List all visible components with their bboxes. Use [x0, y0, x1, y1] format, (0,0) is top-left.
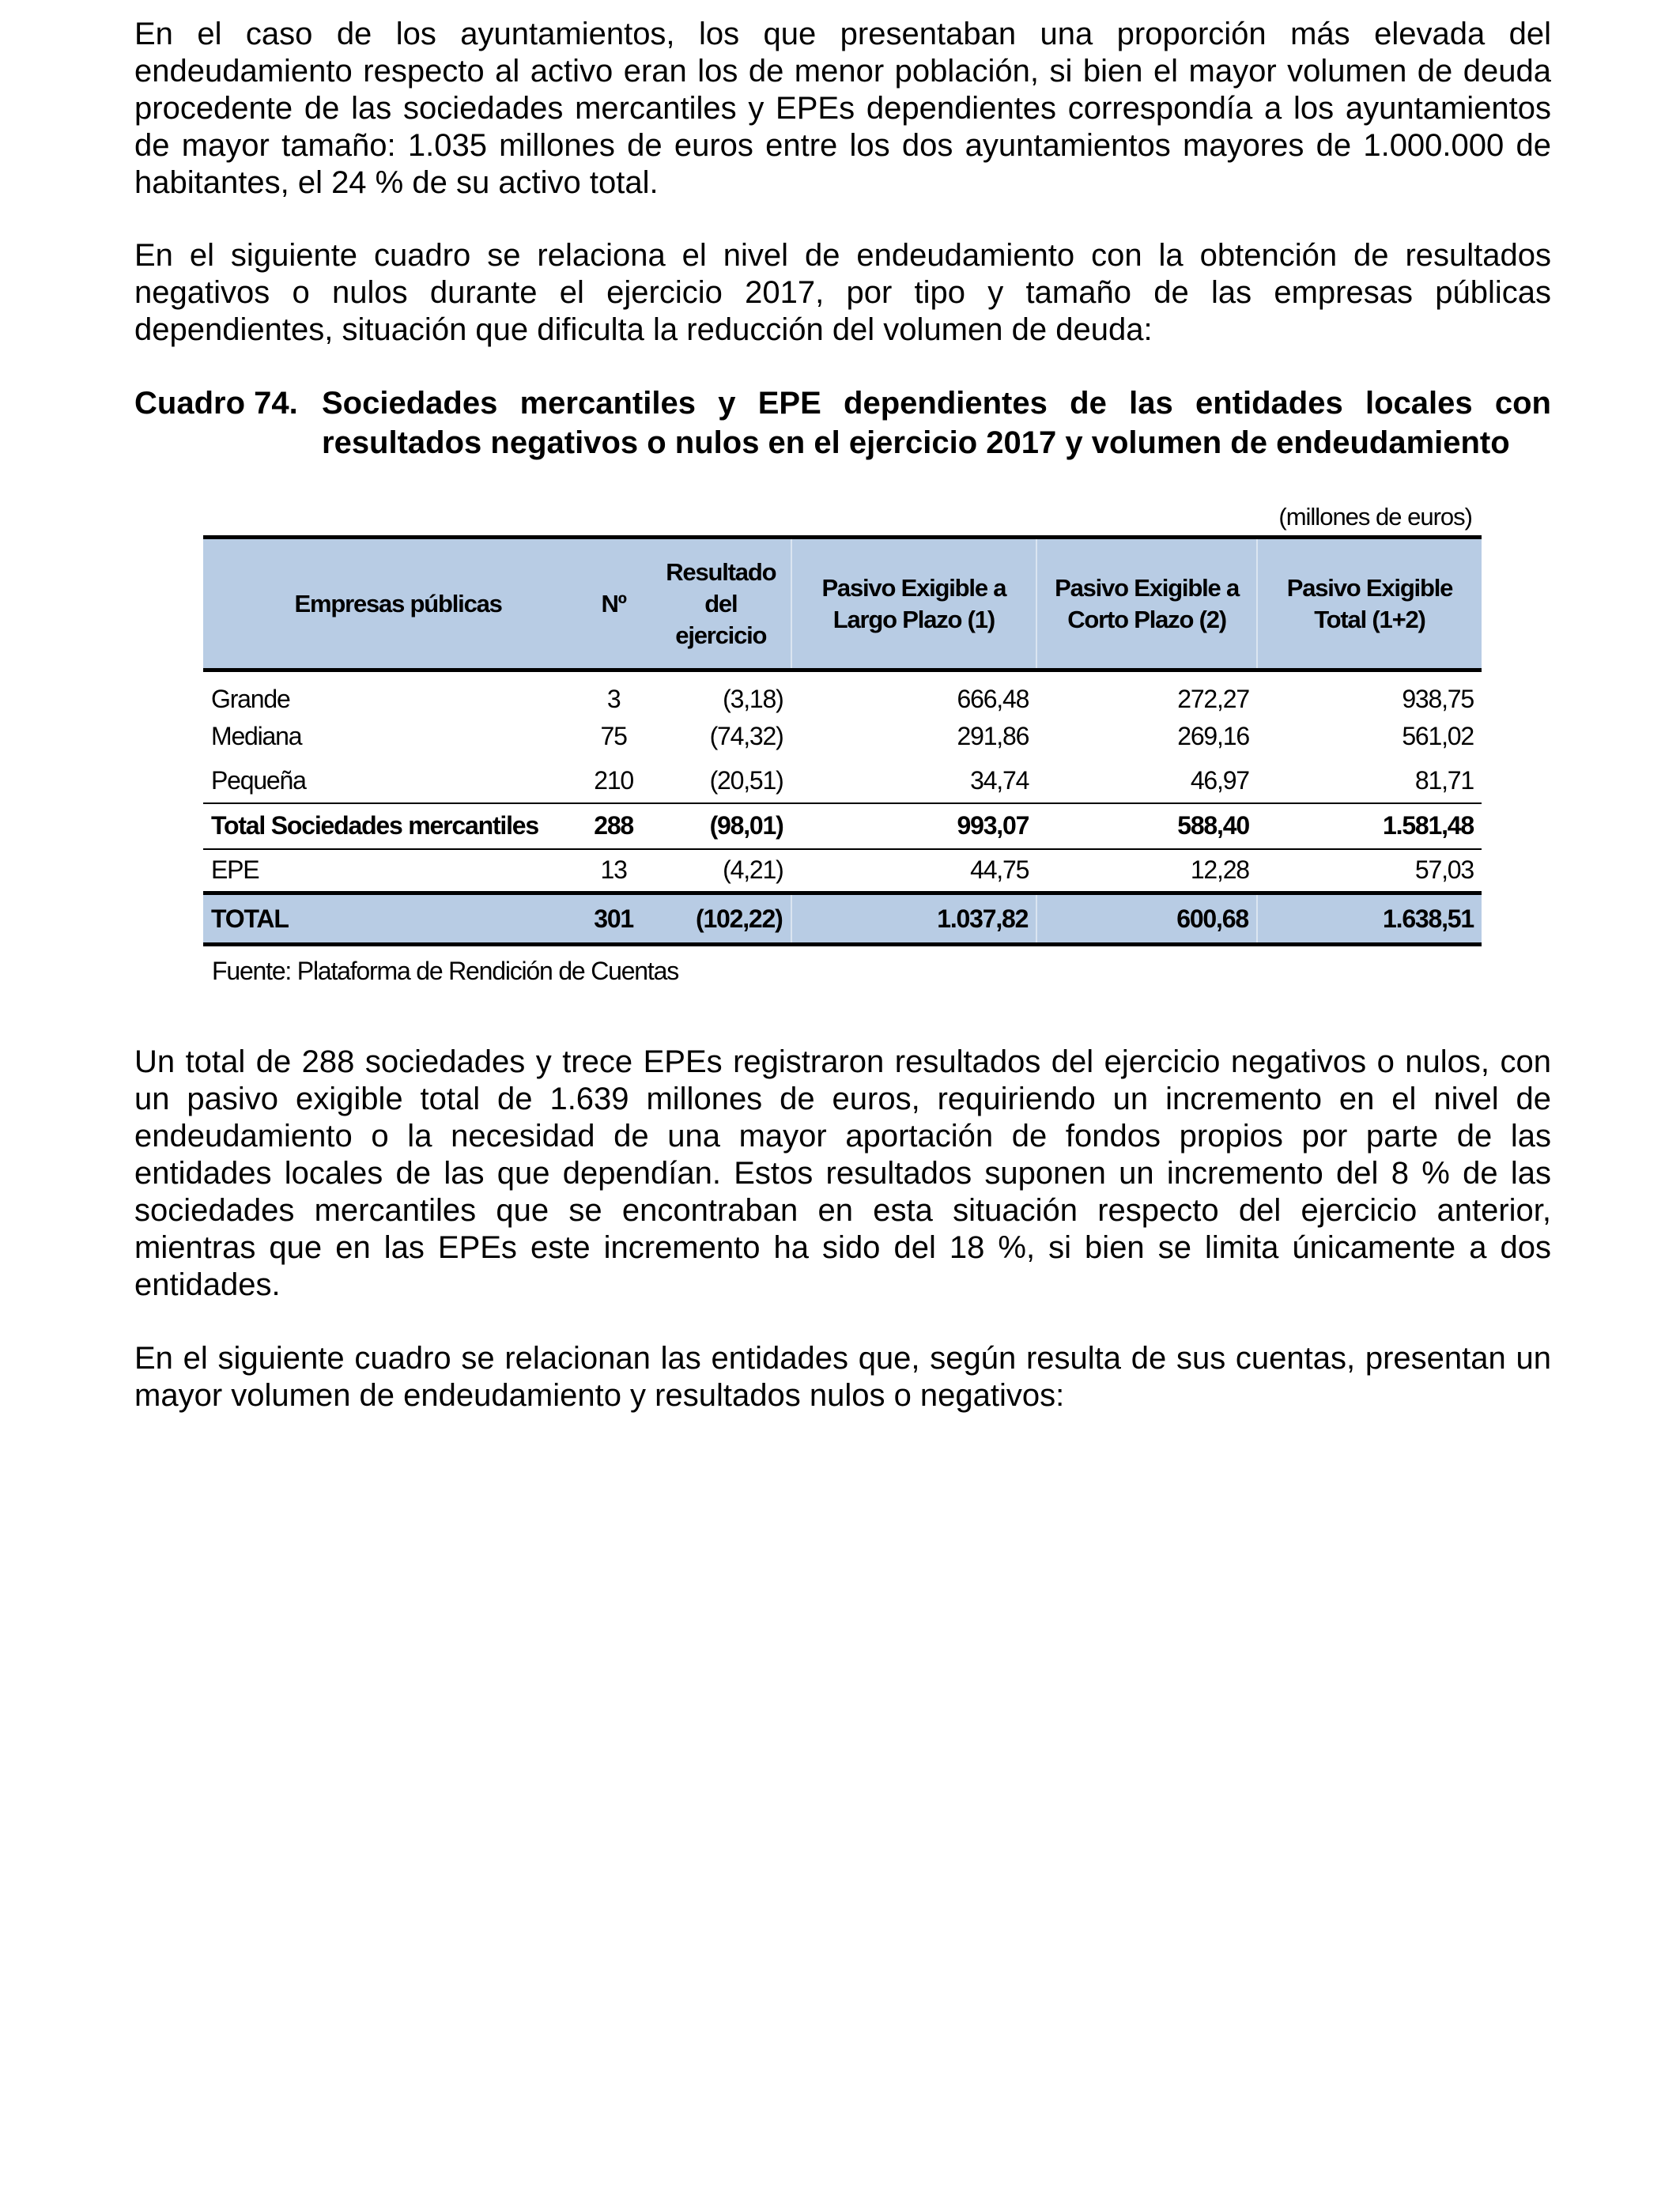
paragraph-intro-cuadro: En el siguiente cuadro se relaciona el nivel de endeudamiento con la obtención de resultados negativos o nulos durante el ejercicio 2017, por tipo y tamaño de las empresas públicas dependientes, situación que dificulta la reducción del volumen de deuda: [134, 238, 1551, 347]
cell-name: Grande [211, 685, 290, 714]
cell-largo: 34,74 [970, 765, 1029, 795]
cell-count: 210 [594, 765, 634, 795]
cell-count: 288 [576, 803, 651, 849]
cell-largo: 1.037,82 [791, 893, 1037, 945]
cell-name: EPE [211, 855, 259, 885]
cell-largo: 993,07 [791, 803, 1037, 849]
header-corto-plazo: Pasivo Exigible a Corto Plazo (2) [1036, 538, 1257, 670]
cell-resultado: (4,21) [723, 855, 783, 885]
cell-total: 1.638,51 [1257, 893, 1482, 945]
caption-number: Cuadro 74. [134, 386, 298, 421]
cell-count: 75 [600, 722, 627, 750]
cell-corto: 588,40 [1036, 803, 1257, 849]
table-row [203, 759, 1482, 803]
cell-resultado: (102,22) [651, 893, 791, 945]
paragraph-analysis: Un total de 288 sociedades y trece EPEs registraron resultados del ejercicio negativos o nulos, con un pasivo exigible total de 1.639 millones de euros, requiriendo un incremento en el nivel de endeudamiento o la necesidad de una mayor aportación de fondos propios por parte de las entidades locales de las que dependían. Estos resultados suponen un incremento del 8 % de las sociedades mercantiles que se encontraban en esta situación respecto del ejercicio anterior, mientras que en las EPEs este incremento ha sido del 18 %, si bien se limita únicamente a dos entidades. [134, 1044, 1551, 1302]
cell-count: 3 [606, 685, 621, 714]
cell-count: 13 [600, 855, 627, 885]
paragraph-ayuntamientos: En el caso de los ayuntamientos, los que presentaban una proporción más elevada del endeudamiento respecto al activo eran los de menor población, si bien el mayor volumen de deuda procedente de las sociedades mercantiles y EPEs dependientes correspondía a los ayuntamientos de mayor tamaño: 1.035 millones de euros entre los dos ayuntamientos mayores de 1.000.000 de habitantes, el 24 % de su activo total. [134, 17, 1551, 200]
cell-total: 57,03 [1414, 855, 1474, 885]
cell-total: 561,02 [1402, 722, 1474, 750]
cell-largo: 291,86 [957, 722, 1029, 750]
table-row [203, 715, 1482, 759]
table-row-total [203, 893, 1482, 945]
cell-name: Pequeña [211, 765, 306, 795]
cell-name: TOTAL [203, 893, 576, 945]
table-row [203, 849, 1482, 893]
cell-total: 938,75 [1402, 685, 1474, 714]
cell-corto: 600,68 [1036, 893, 1257, 945]
cell-total: 81,71 [1414, 765, 1474, 795]
cell-corto: 272,27 [1177, 685, 1249, 714]
header-resultado: Resultado del ejercicio [651, 538, 791, 670]
cell-count: 301 [576, 893, 651, 945]
table-unit: (millones de euros) [1278, 503, 1472, 531]
cell-name: Mediana [211, 722, 302, 750]
cell-largo: 666,48 [957, 685, 1029, 714]
cell-corto: 12,28 [1190, 855, 1249, 885]
cell-corto: 46,97 [1190, 765, 1249, 795]
cell-corto: 269,16 [1177, 722, 1249, 750]
cell-resultado: (98,01) [651, 803, 791, 849]
header-numero: Nº [576, 538, 651, 670]
header-largo-plazo: Pasivo Exigible a Largo Plazo (1) [791, 538, 1037, 670]
cell-resultado: (74,32) [709, 722, 783, 750]
cell-name: Total Sociedades mercantiles [203, 803, 576, 849]
cell-resultado: (3,18) [723, 685, 783, 714]
header-total: Pasivo Exigible Total (1+2) [1257, 538, 1482, 670]
caption-title: Sociedades mercantiles y EPE dependientes de las entidades locales con resultados negativos o nulos en el ejercicio 2017 y volumen de endeudamiento [322, 386, 1551, 460]
debt-table [203, 535, 1482, 946]
header-empresas: Empresas públicas [203, 538, 576, 670]
cell-resultado: (20,51) [709, 765, 783, 795]
table-row [203, 670, 1482, 715]
cell-total: 1.581,48 [1257, 803, 1482, 849]
paragraph-next-cuadro: En el siguiente cuadro se relacionan las entidades que, según resulta de sus cuentas, presentan un mayor volumen de endeudamiento y resultados nulos o negativos: [134, 1341, 1551, 1413]
cell-largo: 44,75 [970, 855, 1029, 885]
table-row-subtotal [203, 803, 1482, 849]
table-source: Fuente: Plataforma de Rendición de Cuentas [212, 957, 678, 985]
table-header-row [203, 538, 1482, 670]
